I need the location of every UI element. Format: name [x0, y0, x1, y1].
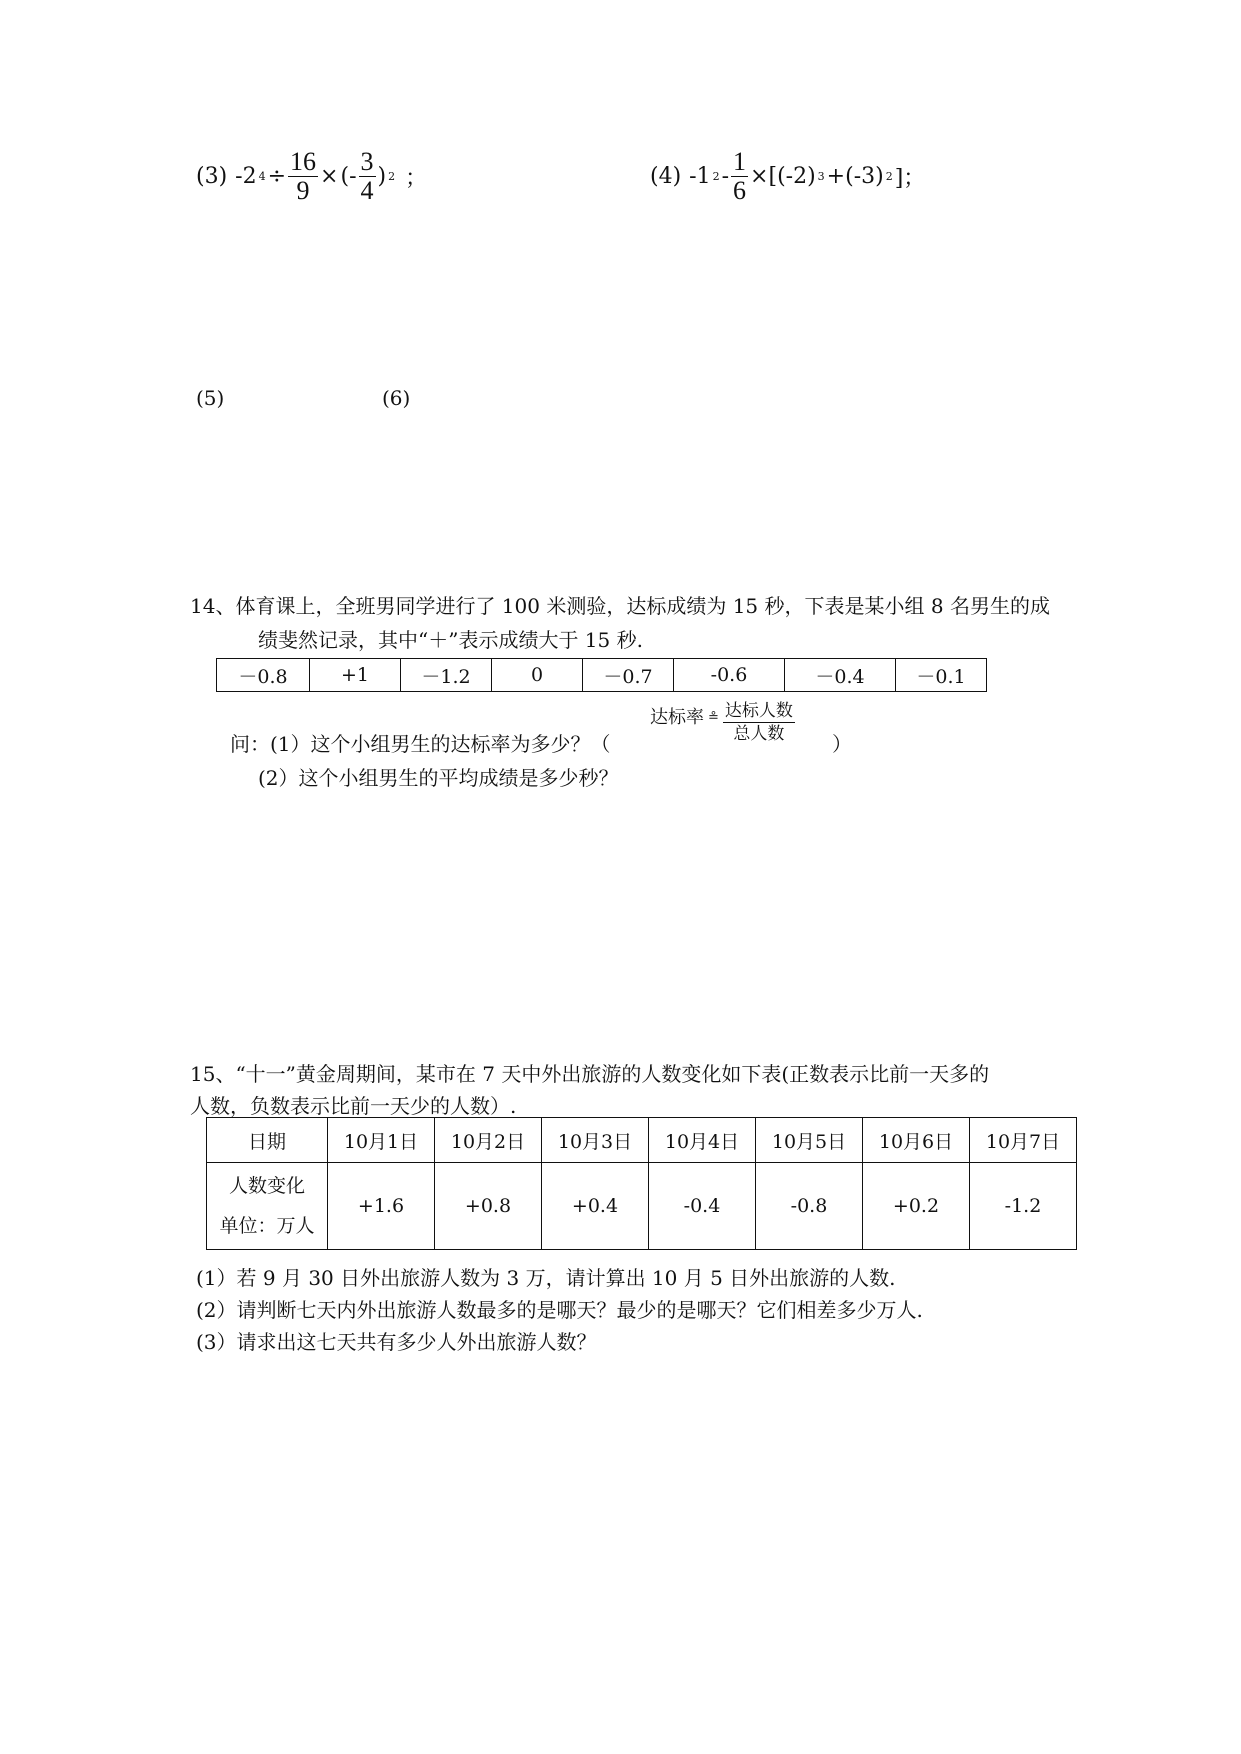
table-cell: -0.4: [649, 1163, 756, 1250]
item-label: (3): [196, 164, 228, 189]
formula-close-paren: ）: [832, 732, 852, 756]
table-cell: -1.2: [970, 1163, 1077, 1250]
fraction: $\frac{16}{9}$: [290, 147, 317, 205]
table-cell: +0.8: [435, 1163, 542, 1250]
fraction: $\frac{3}{4}$: [360, 147, 374, 205]
table-cell: -0.6: [674, 659, 785, 692]
table-cell: 0: [492, 659, 583, 692]
table-cell: －0.1: [896, 659, 987, 692]
problem-15-question-1: (1）若 9 月 30 日外出旅游人数为 3 万，请计算出 10 月 5 日外出旅游的人数.: [196, 1266, 896, 1290]
table-cell: +1.6: [328, 1163, 435, 1250]
item-label-6: (6): [382, 386, 411, 410]
expression-3: (3) -2 4 ÷ $\frac{16}{9}$ × (- $\frac{3}{4}$ ) 2 ；: [196, 147, 428, 205]
table-cell: －0.8: [217, 659, 310, 692]
table-cell: +1: [310, 659, 401, 692]
table-header: 10月7日: [970, 1118, 1077, 1163]
problem-15-question-2: (2）请判断七天内外出旅游人数最多的是哪天？最少的是哪天？它们相差多少万人.: [196, 1298, 923, 1322]
table-header-row: [207, 1118, 1077, 1163]
tourism-table: [206, 1117, 1077, 1250]
problem-15-line-2: 人数，负数表示比前一天少的人数）.: [190, 1094, 517, 1118]
problem-14-line-2: 绩斐然记录，其中“＋”表示成绩大于 15 秒.: [258, 628, 643, 652]
table-header: 10月4日: [649, 1118, 756, 1163]
fraction: $\frac{1}{6}$: [733, 147, 747, 205]
table-cell: －0.7: [583, 659, 674, 692]
table-header: 10月3日: [542, 1118, 649, 1163]
problem-15-line-1: 15、“十一”黄金周期间，某市在 7 天中外出旅游的人数变化如下表(正数表示比前一天多的: [190, 1062, 990, 1086]
table-header: 10月6日: [863, 1118, 970, 1163]
formula-fraction: $\frac{\text{达标人数}}{\text{总人数}}$: [724, 701, 793, 743]
row-label: 人数变化 单位：万人: [207, 1163, 328, 1250]
table-cell: －1.2: [401, 659, 492, 692]
item-label-5: (5): [196, 386, 225, 410]
problem-14-question-1: 问：(1）这个小组男生的达标率为多少？（: [230, 732, 611, 756]
table-cell: +0.2: [863, 1163, 970, 1250]
table-header: 日期: [207, 1118, 328, 1163]
score-table: [216, 658, 987, 692]
table-cell: +0.4: [542, 1163, 649, 1250]
expression-4: (4) -1 2 - $\frac{1}{6}$ ×[(-2) 3 +(-3) 2 ]；: [650, 147, 926, 205]
table-header: 10月2日: [435, 1118, 542, 1163]
pass-rate-formula: 达标率 ≗ $\frac{\text{达标人数}}{\text{总人数}}$: [650, 701, 793, 743]
problem-14-question-2: (2）这个小组男生的平均成绩是多少秒？: [258, 766, 619, 790]
table-row: [207, 1163, 1077, 1250]
table-cell: －0.4: [785, 659, 896, 692]
item-label: (4): [650, 164, 682, 189]
problem-14-line-1: 14、体育课上，全班男同学进行了 100 米测验，达标成绩为 15 秒，下表是某小组 8 名男生的成: [190, 594, 1050, 618]
table-cell: -0.8: [756, 1163, 863, 1250]
table-row: [217, 659, 987, 692]
table-header: 10月5日: [756, 1118, 863, 1163]
table-header: 10月1日: [328, 1118, 435, 1163]
problem-15-question-3: (3）请求出这七天共有多少人外出旅游人数？: [196, 1330, 597, 1354]
